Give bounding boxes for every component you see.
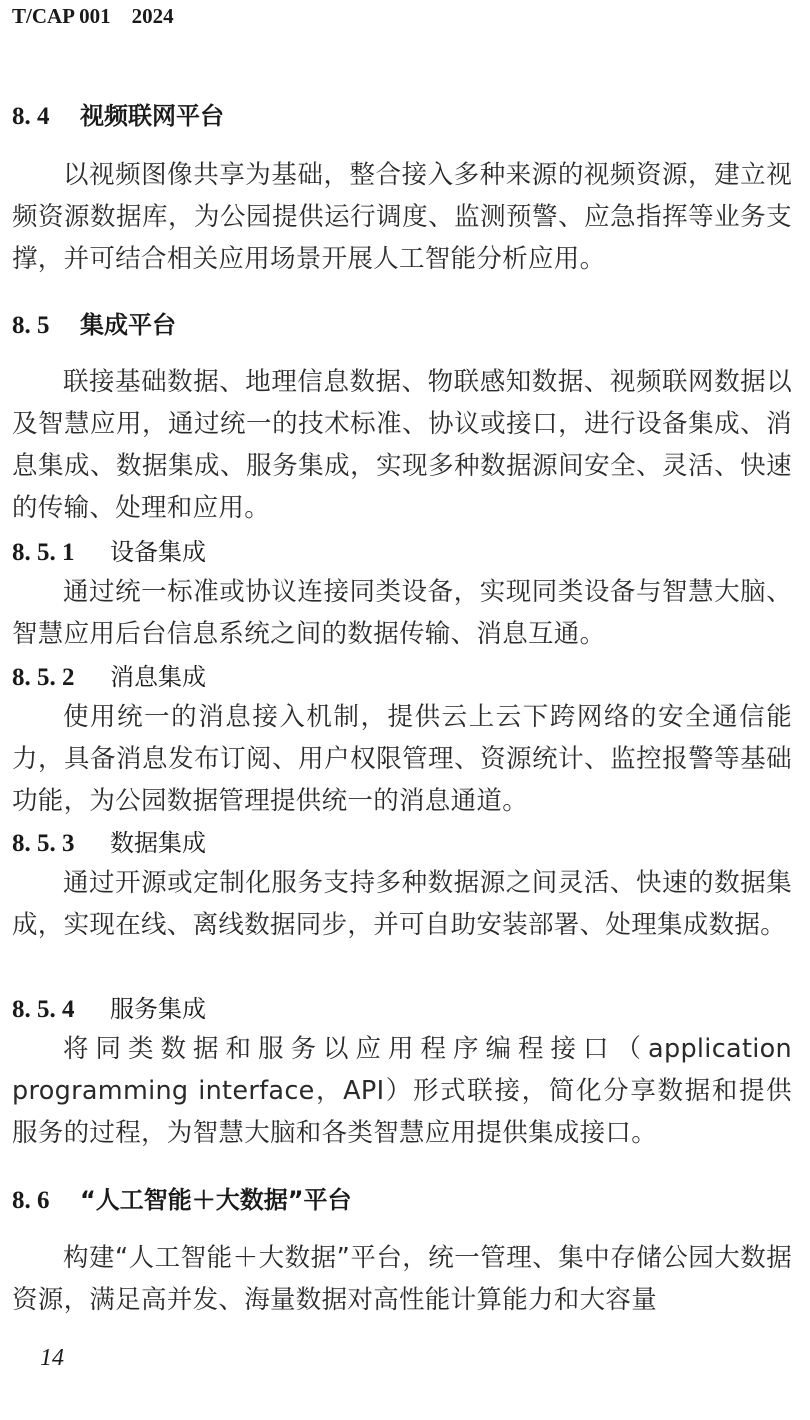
section-title: 集成平台 — [80, 311, 176, 339]
section-title: “人工智能＋大数据”平台 — [80, 1186, 352, 1214]
section-heading-8-6 — [12, 1180, 352, 1215]
section-title: 消息集成 — [110, 663, 206, 691]
standard-id: T/CAP 001 — [12, 4, 111, 28]
section-number: 8. 6 — [12, 1187, 50, 1214]
section-paragraph-8-5: 联接基础数据、地理信息数据、物联感知数据、视频联网数据以及智慧应用，通过统一的技术标准、协议或接口，进行设备集成、消息集成、数据集成、服务集成，实现多种数据源间安全、灵活、快速的传输、处理和应用。 — [12, 367, 792, 523]
section-paragraph-8-5-1: 通过统一标准或协议连接同类设备，实现同类设备与智慧大脑、智慧应用后台信息系统之间的数据传输、消息互通。 — [12, 577, 792, 649]
section-paragraph-8-6: 构建“人工智能＋大数据”平台，统一管理、集中存储公园大数据资源，满足高并发、海量数据对高性能计算能力和大容量 — [12, 1243, 792, 1315]
section-heading-8-5-3 — [12, 823, 206, 858]
section-heading-8-5 — [12, 305, 176, 340]
section-paragraph-8-4: 以视频图像共享为基础，整合接入多种来源的视频资源，建立视频资源数据库，为公园提供运行调度、监测预警、应急指挥等业务支撑，并可结合相关应用场景开展人工智能分析应用。 — [12, 160, 792, 274]
section-number: 8. 5. 1 — [12, 539, 75, 566]
standard-year: 2024 — [131, 4, 174, 28]
section-heading-8-5-1 — [12, 532, 206, 567]
section-title: 设备集成 — [110, 538, 206, 566]
section-title: 视频联网平台 — [80, 102, 224, 130]
section-paragraph-8-5-3: 通过开源或定制化服务支持多种数据源之间灵活、快速的数据集成，实现在线、离线数据同步，并可自助安装部署、处理集成数据。 — [12, 868, 792, 940]
section-paragraph-8-5-4: 将同类数据和服务以应用程序编程接口（application programming interface，API）形式联接，简化分享数据和提供服务的过程，为智慧大脑和各类智慧应用提供集成接口。 — [12, 1034, 792, 1148]
page-number: 14 — [40, 1345, 64, 1371]
section-heading-8-5-2 — [12, 657, 206, 692]
section-title: 服务集成 — [110, 995, 206, 1023]
section-number: 8. 5. 3 — [12, 830, 75, 857]
section-number: 8. 5. 4 — [12, 996, 75, 1023]
section-heading-8-4 — [12, 96, 224, 131]
section-paragraph-8-5-2: 使用统一的消息接入机制，提供云上云下跨网络的安全通信能力，具备消息发布订阅、用户权限管理、资源统计、监控报警等基础功能，为公园数据管理提供统一的消息通道。 — [12, 702, 792, 816]
section-number: 8. 5 — [12, 312, 50, 339]
page-header — [12, 4, 174, 29]
section-number: 8. 5. 2 — [12, 664, 75, 691]
section-heading-8-5-4 — [12, 989, 206, 1024]
section-number: 8. 4 — [12, 103, 50, 130]
section-title: 数据集成 — [110, 829, 206, 857]
